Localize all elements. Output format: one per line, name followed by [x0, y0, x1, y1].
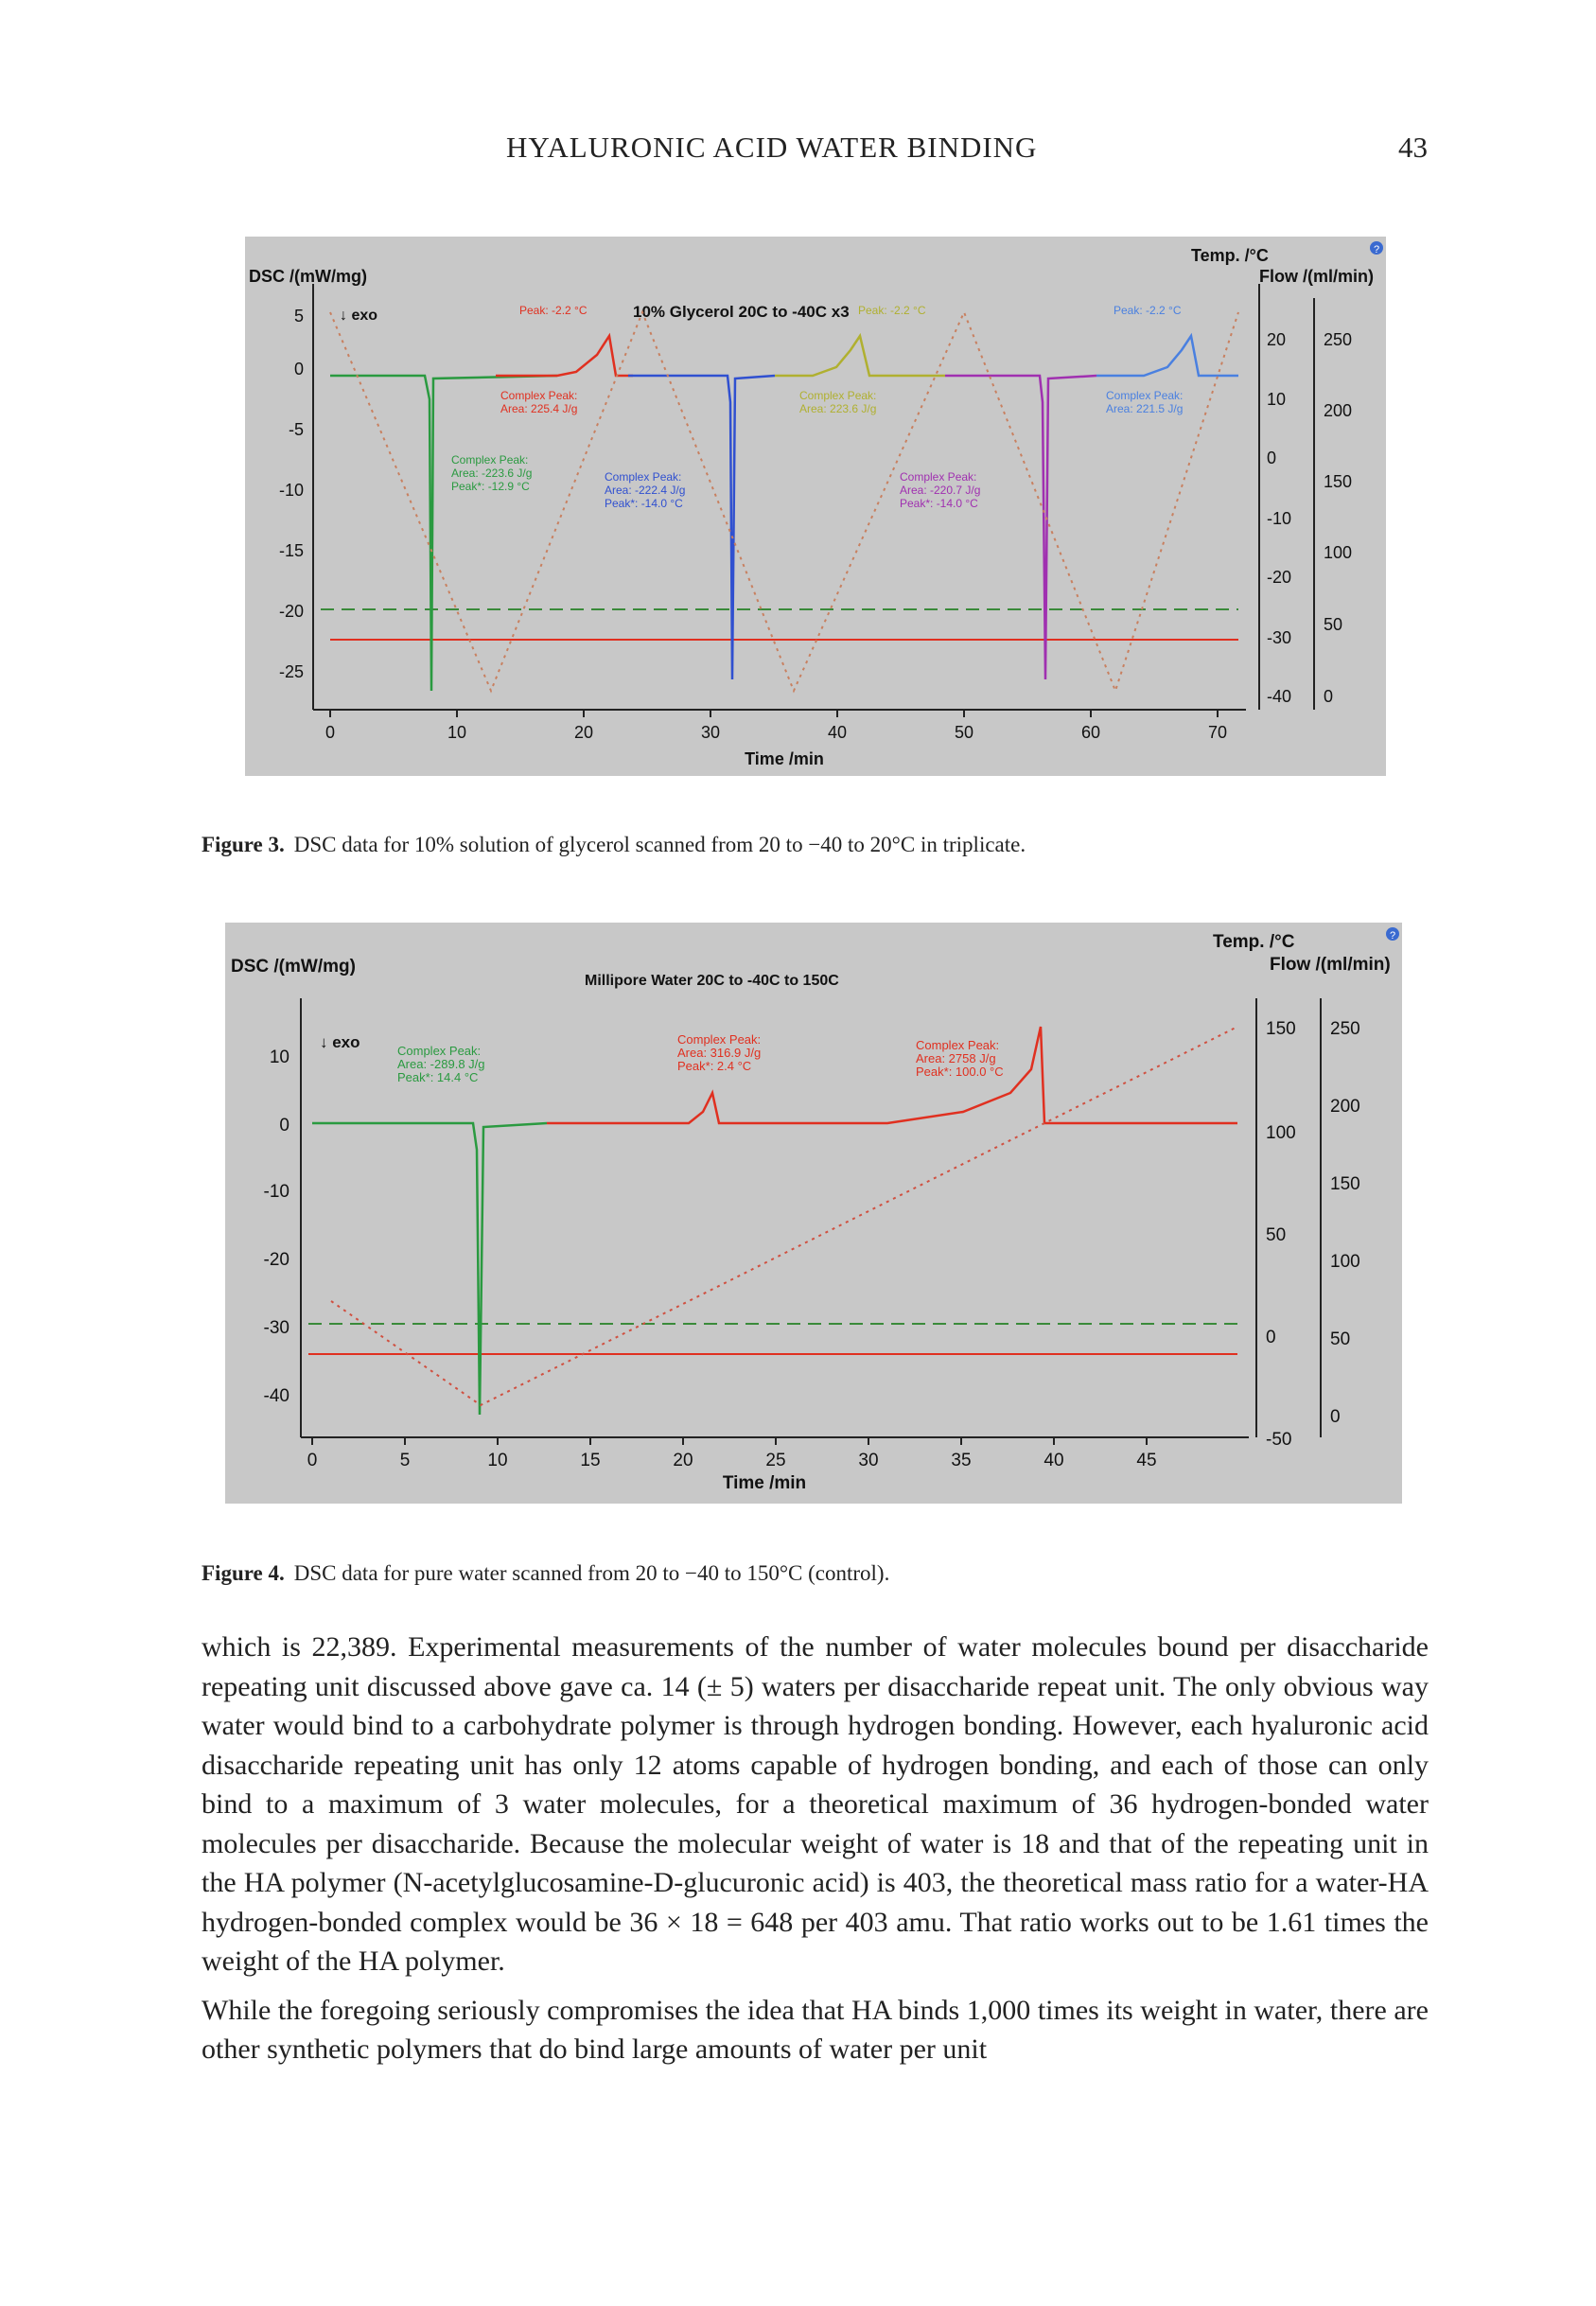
- caption-text: DSC data for 10% solution of glycerol scanned from 20 to −40 to 20°C in triplicate.: [293, 833, 1026, 856]
- x-tick: 30: [700, 723, 721, 742]
- x-axis-label: Time /min: [722, 1473, 807, 1493]
- x-axis-label: Time /min: [745, 749, 824, 768]
- annotation: Peak*: -14.0 °C: [605, 497, 683, 510]
- dsc-trace-heating: [547, 1027, 1237, 1123]
- y-tick: 5: [293, 307, 304, 326]
- x-tick: 0: [324, 723, 336, 742]
- flow-tick: 150: [1330, 1174, 1360, 1194]
- exo-label: ↓ exo: [320, 1033, 360, 1051]
- annotation: Complex Peak:: [451, 453, 529, 466]
- annotation: Complex Peak:: [1106, 389, 1184, 402]
- annotation: Complex Peak:: [500, 389, 578, 402]
- y-tick: -30: [263, 1318, 289, 1338]
- y-tick: -20: [278, 602, 304, 621]
- x-tick: 15: [580, 1451, 601, 1470]
- annotation: Area: 316.9 J/g: [677, 1046, 762, 1060]
- dsc-trace-cooling-3: [945, 376, 1096, 679]
- flow-tick: 50: [1330, 1329, 1351, 1349]
- x-tick: 50: [954, 723, 974, 742]
- annotation: Peak*: 2.4 °C: [677, 1059, 752, 1073]
- annotation: Peak: -2.2 °C: [519, 304, 588, 317]
- flow-tick: 250: [1330, 1019, 1360, 1039]
- y-axis-label: DSC /(mW/mg): [249, 267, 367, 286]
- chart-title: Millipore Water 20C to -40C to 150C: [585, 973, 839, 989]
- y-tick: 0: [293, 360, 304, 378]
- annotation: Complex Peak:: [900, 470, 977, 484]
- svg-text:?: ?: [1373, 244, 1380, 255]
- y-tick: -25: [278, 662, 304, 681]
- flow-tick: 200: [1330, 1097, 1360, 1117]
- x-tick: 60: [1080, 723, 1101, 742]
- paragraph: While the foregoing seriously compromises the idea that HA binds 1,000 times its weight in water, there are other synthetic polymers that do bind large amounts of water per unit: [202, 1994, 1429, 2065]
- body-text: [202, 1628, 1429, 2079]
- y-tick: -15: [278, 541, 304, 560]
- paragraph: which is 22,389. Experimental measurements of the number of water molecules bound per disaccharide repeating unit discussed above gave ca. 14 (± 5) waters per disaccharide repeat unit. The only obvious way water would bind to a carbohydrate polymer is through hydrogen bonding. However, each hyaluronic acid disaccharide repeating unit has only 12 atoms capable of hydrogen bonding, and each of those can only bind to a maximum of 3 water molecules, for a theoretical maximum of 36 hydrogen-bonded water molecules per disaccharide. Because the molecular weight of water is 18 and that of the repeating unit in the HA polymer (N-acetylglucosamine-D-glucuronic acid) is 403, the theoretical mass ratio for a water-HA hydrogen-bonded complex would be 36 × 18 = 648 per 403 amu. That ratio works out to be 1.61 times the weight of the HA polymer.: [202, 1631, 1429, 1977]
- annotation: Complex Peak:: [677, 1032, 762, 1047]
- figure-3-svg: [245, 237, 1386, 776]
- y-tick: -10: [278, 481, 304, 500]
- flow-tick: 0: [1330, 1407, 1341, 1427]
- annotation: Peak*: -14.0 °C: [900, 497, 978, 510]
- x-tick: 30: [858, 1451, 879, 1470]
- annotation: Peak*: 100.0 °C: [916, 1065, 1004, 1079]
- x-tick: 35: [951, 1451, 972, 1470]
- annotation: Area: -223.6 J/g: [451, 466, 533, 480]
- annotation: Area: -289.8 J/g: [397, 1057, 485, 1071]
- dsc-trace-heating-1: [496, 336, 633, 376]
- dsc-trace-heating-2: [775, 336, 945, 376]
- flow-tick: 50: [1324, 615, 1343, 634]
- x-tick: 20: [573, 723, 594, 742]
- flow-axis-label: Flow /(ml/min): [1270, 955, 1391, 975]
- temp-tick: -20: [1267, 568, 1292, 587]
- x-tick: 25: [765, 1451, 786, 1470]
- temp-tick: 0: [1267, 449, 1277, 467]
- dsc-trace-heating-3: [1096, 336, 1238, 376]
- caption-label: Figure 4.: [202, 1561, 285, 1585]
- y-axis-label: DSC /(mW/mg): [231, 957, 356, 977]
- temp-tick: -40: [1267, 687, 1292, 706]
- figure-3-dsc-plot: [245, 237, 1386, 776]
- temp-tick: -10: [1267, 509, 1292, 528]
- flow-tick: 200: [1324, 401, 1353, 420]
- x-tick: 20: [673, 1451, 693, 1470]
- temp-tick: 20: [1267, 330, 1287, 349]
- annotation: Area: -220.7 J/g: [900, 484, 981, 497]
- annotation: Peak: -2.2 °C: [858, 304, 926, 317]
- temp-tick: 10: [1267, 390, 1287, 409]
- page-number: 43: [1398, 131, 1428, 164]
- temp-tick: 150: [1266, 1019, 1296, 1039]
- temp-tick: 100: [1266, 1123, 1296, 1143]
- x-tick: 5: [399, 1451, 411, 1470]
- flow-tick: 100: [1324, 543, 1353, 562]
- running-head: [0, 131, 1596, 168]
- x-tick: 45: [1136, 1451, 1157, 1470]
- caption-label: Figure 3.: [202, 833, 285, 856]
- x-tick: 10: [447, 723, 467, 742]
- annotation: Area: 223.6 J/g: [799, 402, 877, 415]
- caption-text: DSC data for pure water scanned from 20 to −40 to 150°C (control).: [293, 1561, 890, 1585]
- y-tick: -20: [263, 1250, 289, 1270]
- chart-title: 10% Glycerol 20C to -40C x3: [633, 303, 850, 321]
- temp-tick: -50: [1266, 1430, 1292, 1450]
- svg-text:?: ?: [1389, 930, 1396, 942]
- annotation: Area: -222.4 J/g: [605, 484, 686, 497]
- flow-axis-label: Flow /(ml/min): [1259, 267, 1374, 286]
- x-tick: 10: [487, 1451, 508, 1470]
- running-head-title: HYALURONIC ACID WATER BINDING: [506, 131, 1038, 164]
- figure-4-svg: [225, 923, 1402, 1504]
- temp-tick: 0: [1266, 1328, 1276, 1347]
- dsc-trace-cooling: [312, 1123, 547, 1415]
- annotation: Peak: -2.2 °C: [1114, 304, 1182, 317]
- figure-3-caption: [202, 833, 1026, 857]
- figure-4-caption: [202, 1561, 889, 1586]
- annotation: Peak*: 14.4 °C: [397, 1070, 479, 1084]
- flow-tick: 0: [1324, 687, 1334, 706]
- flow-tick: 100: [1330, 1252, 1360, 1272]
- y-tick: 10: [269, 1047, 289, 1067]
- temp-axis-label: Temp. /°C: [1213, 932, 1295, 952]
- dsc-trace-cooling-1: [330, 376, 557, 691]
- annotation: Area: 225.4 J/g: [500, 402, 578, 415]
- flow-tick: 250: [1324, 330, 1353, 349]
- dsc-trace-cooling-2: [628, 376, 775, 679]
- temperature-profile: [330, 312, 1238, 691]
- y-tick: -10: [263, 1182, 289, 1202]
- x-tick: 40: [1044, 1451, 1064, 1470]
- y-tick: -40: [263, 1386, 289, 1406]
- x-tick: 0: [307, 1451, 318, 1470]
- annotation: Complex Peak:: [916, 1038, 1000, 1052]
- exo-label: ↓ exo: [340, 308, 378, 324]
- flow-tick: 150: [1324, 472, 1353, 491]
- y-tick: 0: [279, 1116, 289, 1135]
- figure-4-dsc-plot: [225, 923, 1402, 1504]
- annotation: Area: 2758 J/g: [916, 1051, 996, 1065]
- annotation: Area: 221.5 J/g: [1106, 402, 1184, 415]
- temp-tick: 50: [1266, 1225, 1287, 1245]
- x-tick: 70: [1207, 723, 1228, 742]
- y-tick: -5: [288, 420, 304, 439]
- annotation: Complex Peak:: [397, 1044, 482, 1058]
- annotation: Complex Peak:: [799, 389, 877, 402]
- annotation: Complex Peak:: [605, 470, 682, 484]
- temp-axis-label: Temp. /°C: [1191, 246, 1269, 265]
- x-tick: 40: [827, 723, 848, 742]
- temp-tick: -30: [1267, 628, 1292, 647]
- annotation: Peak*: -12.9 °C: [451, 480, 530, 493]
